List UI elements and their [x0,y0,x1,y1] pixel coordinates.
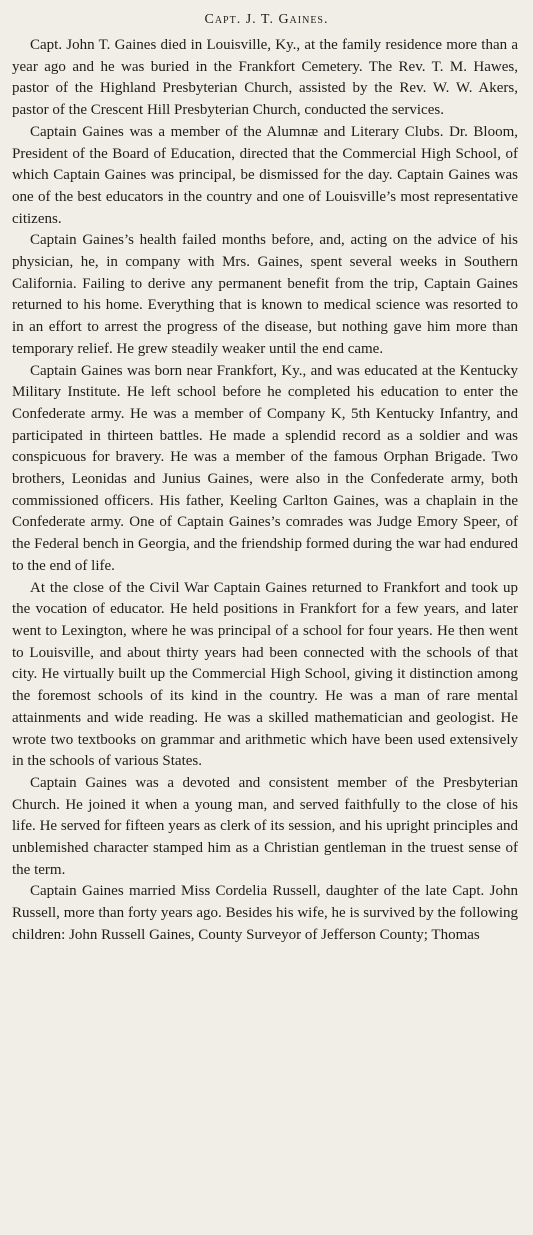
article-body [12,35,518,947]
paragraph-1: Capt. John T. Gaines died in Louisville, Ky., at the family residence more than a year ago and he was buried in the Frankfort Cemetery. The Rev. T. M. Hawes, pastor of the Highland Presbyterian Church, assisted by the Rev. W. W. Akers, pastor of the Crescent Hill Presbyterian Church, conducted the services. [12,37,518,119]
paragraph-3: Captain Gaines’s health failed months before, and, acting on the advice of his physician, he, in company with Mrs. Gaines, spent several weeks in Southern California. Failing to derive any permanent benefit from the trip, Captain Gaines returned to his home. Everything that is known to medical science was resorted to in an effort to arrest the progress of the disease, but nothing gave him more than temporary relief. He grew steadily weaker until the end came. [12,232,518,357]
article-title: Capt. J. T. Gaines. [204,12,329,27]
paragraph-5: At the close of the Civil War Captain Gaines returned to Frankfort and took up the vocation of educator. He held positions in Frankfort for a few years, and later went to Lexington, where he was principal of a school for four years. He then went to Louisville, and about thirty years had been connected with the schools of that city. He virtually built up the Commercial High School, giving it distinction among the foremost schools of its kind in the country. He was a man of rare mental attainments and wide reading. He was a skilled mathematician and geologist. He wrote two textbooks on grammar and arithmetic which have been used extensively in the schools of various States. [12,579,518,770]
paragraph-7: Captain Gaines married Miss Cordelia Russell, daughter of the late Capt. John Russell, more than forty years ago. Besides his wife, he is survived by the following children: John Russell Gaines, County Surveyor of Jefferson County; Thomas [12,883,518,943]
paragraph-6: Captain Gaines was a devoted and consistent member of the Presbyterian Church. He joined it when a young man, and served faithfully to the close of his life. He served for fifteen years as clerk of its session, and his upright principles and unblemished character stamped him as a Christian gentleman in the truest sense of the term. [12,774,518,878]
paragraph-4: Captain Gaines was born near Frankfort, Ky., and was educated at the Kentucky Military Institute. He left school before he completed his education to enter the Confederate army. He was a member of Company K, 5th Kentucky Infantry, and participated in thirteen battles. He made a splendid record as a soldier and was conspicuous for bravery. He was a member of the famous Orphan Brigade. Two brothers, Leonidas and Junius Gaines, were also in the Confederate army, both commissioned officers. His father, Keeling Carlton Gaines, was a chaplain in the Confederate army. One of Captain Gaines’s comrades was Judge Emory Speer, of the Federal bench in Georgia, and the friendship formed during the war had endured to the end of life. [12,362,518,574]
paragraph-2: Captain Gaines was a member of the Alumnæ and Literary Clubs. Dr. Bloom, President of the Board of Education, directed that the Commercial High School, of which Captain Gaines was principal, be dismissed for the day. Captain Gaines was one of the best educators in the country and one of Louisville’s most representative citizens. [12,123,518,227]
